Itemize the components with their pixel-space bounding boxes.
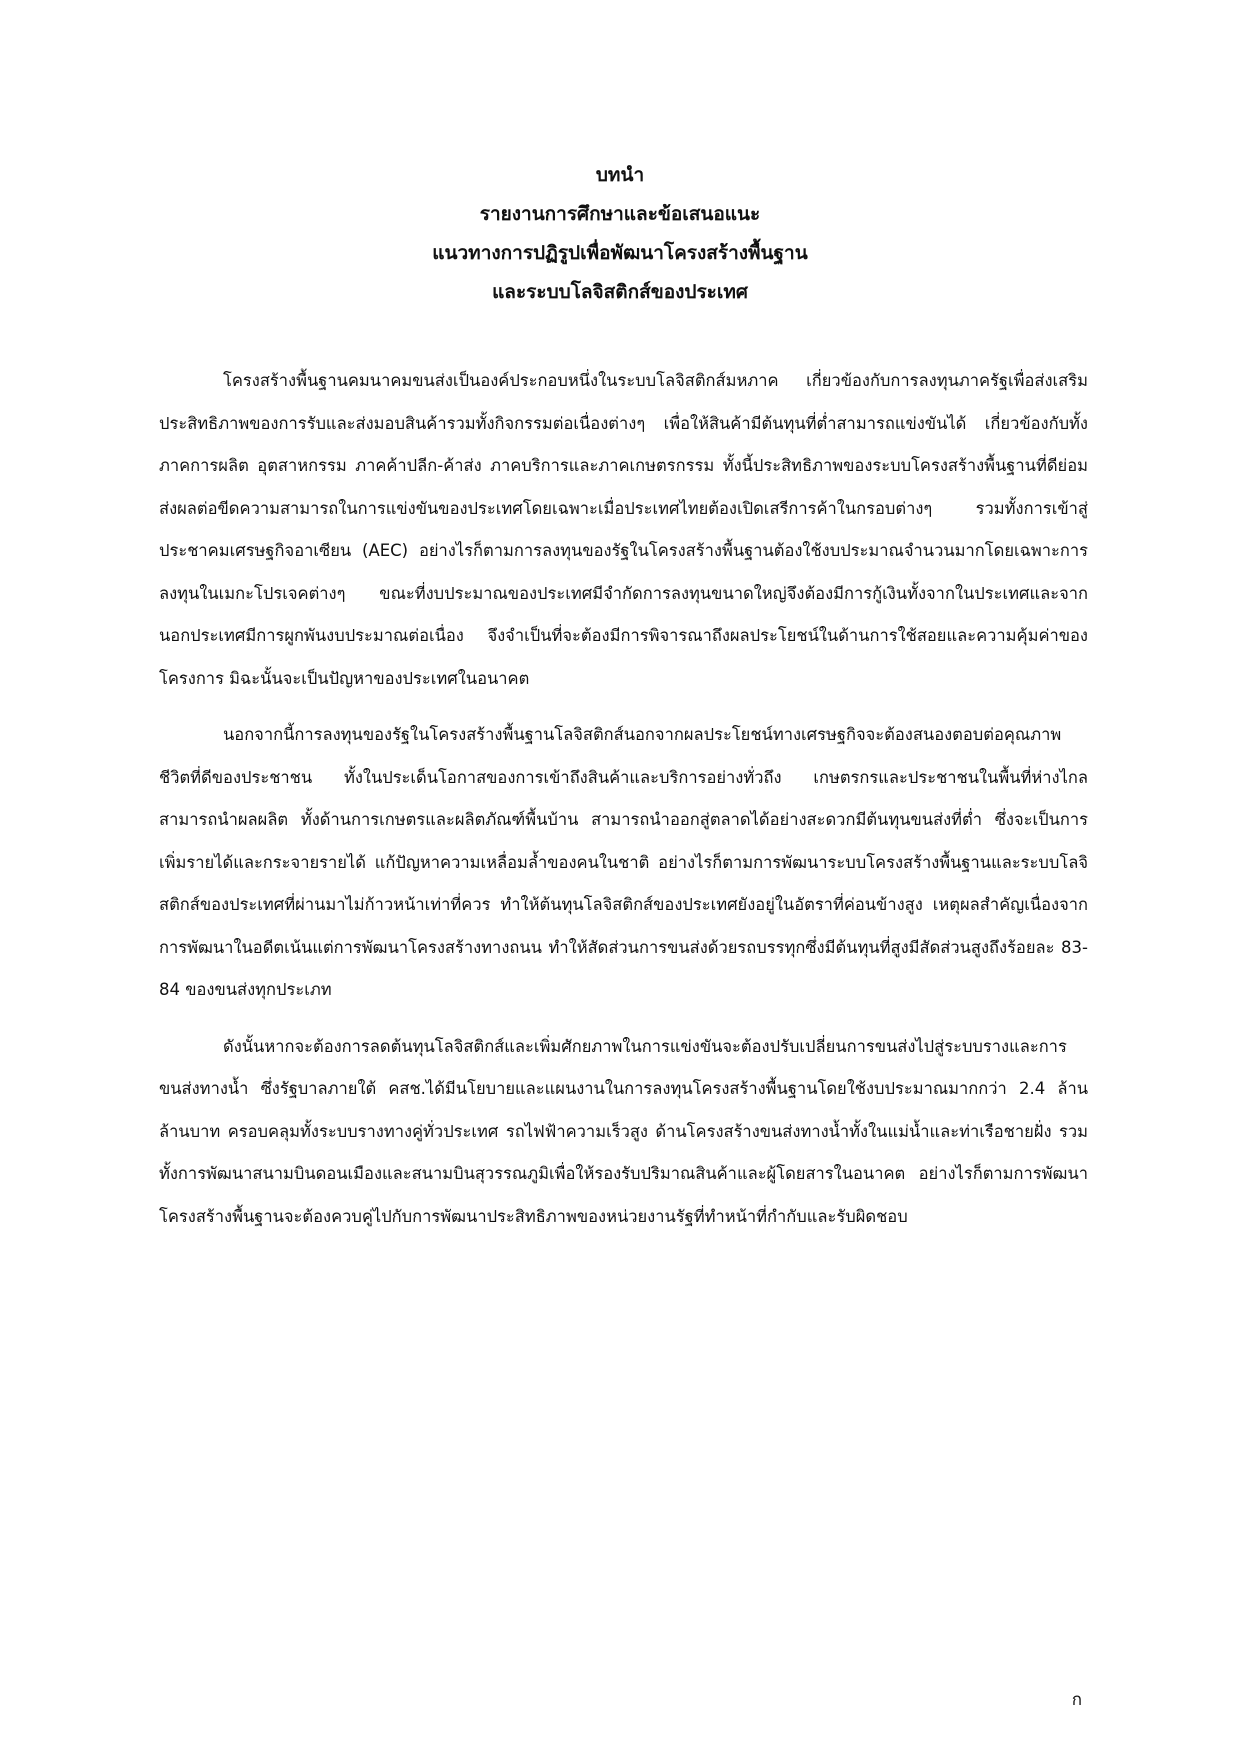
title-line-3: แนวทางการปฏิรูปเพื่อพัฒนาโครงสร้างพื้นฐาน bbox=[432, 242, 808, 264]
document-body bbox=[159, 360, 1088, 1252]
title-line-4: และระบบโลจิสติกส์ของประเทศ bbox=[492, 281, 748, 303]
page-number: ก bbox=[1071, 1690, 1082, 1710]
title-line-1: บทนำ bbox=[595, 164, 645, 186]
title-line-2: รายงานการศึกษาและข้อเสนอแนะ bbox=[479, 203, 761, 225]
document-title bbox=[0, 156, 1240, 312]
paragraph-1: โครงสร้างพื้นฐานคมนาคมขนส่งเป็นองค์ประกอบหนึ่งในระบบโลจิสติกส์มหภาค เกี่ยวข้องกับการลงทุนภาครัฐเพื่อส่งเสริมประสิทธิภาพของการรับและส่งมอบสินค้ารวมทั้งกิจกรรมต่อเนื่องต่างๆ เพื่อให้สินค้ามีต้นทุนที่ต่ำสามารถแข่งขันได้ เกี่ยวข้องกับทั้งภาคการผลิต อุตสาหกรรม ภาคค้าปลีก-ค้าส่ง ภาคบริการและภาคเกษตรกรรม ทั้งนี้ประสิทธิภาพของระบบโครงสร้างพื้นฐานที่ดีย่อมส่งผลต่อขีดความสามารถในการแข่งขันของประเทศโดยเฉพาะเมื่อประเทศไทยต้องเปิดเสรีการค้าในกรอบต่างๆ รวมทั้งการเข้าสู่ประชาคมเศรษฐกิจอาเซียน (AEC) อย่างไรก็ตามการลงทุนของรัฐในโครงสร้างพื้นฐานต้องใช้งบประมาณจำนวนมากโดยเฉพาะการลงทุนในเมกะโปรเจคต่างๆ ขณะที่งบประมาณของประเทศมีจำกัดการลงทุนขนาดใหญ่จึงต้องมีการกู้เงินทั้งจากในประเทศและจากนอกประเทศมีการผูกพันงบประมาณต่อเนื่อง จึงจำเป็นที่จะต้องมีการพิจารณาถึงผลประโยชน์ในด้านการใช้สอยและความคุ้มค่าของโครงการ มิฉะนั้นจะเป็นปัญหาของประเทศในอนาคต bbox=[159, 371, 1088, 688]
paragraph-3: ดังนั้นหากจะต้องการลดต้นทุนโลจิสติกส์และเพิ่มศักยภาพในการแข่งขันจะต้องปรับเปลี่ยนการขนส่งไปสู่ระบบรางและการขนส่งทางน้ำ ซึ่งรัฐบาลภายใต้ คสช.ได้มีนโยบายและแผนงานในการลงทุนโครงสร้างพื้นฐานโดยใช้งบประมาณมากกว่า 2.4 ล้านล้านบาท ครอบคลุมทั้งระบบรางทางคู่ทั่วประเทศ รถไฟฟ้าความเร็วสูง ด้านโครงสร้างขนส่งทางน้ำทั้งในแม่น้ำและท่าเรือชายฝั่ง รวมทั้งการพัฒนาสนามบินดอนเมืองและสนามบินสุวรรณภูมิเพื่อให้รองรับปริมาณสินค้าและผู้โดยสารในอนาคต อย่างไรก็ตามการพัฒนาโครงสร้างพื้นฐานจะต้องควบคู่ไปกับการพัฒนาประสิทธิภาพของหน่วยงานรัฐที่ทำหน้าที่กำกับและรับผิดชอบ bbox=[159, 1036, 1088, 1226]
paragraph-2: นอกจากนี้การลงทุนของรัฐในโครงสร้างพื้นฐานโลจิสติกส์นอกจากผลประโยชน์ทางเศรษฐกิจจะต้องสนองตอบต่อคุณภาพชีวิตที่ดีของประชาชน ทั้งในประเด็นโอกาสของการเข้าถึงสินค้าและบริการอย่างทั่วถึง เกษตรกรและประชาชนในพื้นที่ห่างไกลสามารถนำผลผลิต ทั้งด้านการเกษตรและผลิตภัณฑ์พื้นบ้าน สามารถนำออกสู่ตลาดได้อย่างสะดวกมีต้นทุนขนส่งที่ต่ำ ซึ่งจะเป็นการเพิ่มรายได้และกระจายรายได้ แก้ปัญหาความเหลื่อมล้ำของคนในชาติ อย่างไรก็ตามการพัฒนาระบบโครงสร้างพื้นฐานและระบบโลจิสติกส์ของประเทศที่ผ่านมาไม่ก้าวหน้าเท่าที่ควร ทำให้ต้นทุนโลจิสติกส์ของประเทศยังอยู่ในอัตราที่ค่อนข้างสูง เหตุผลสำคัญเนื่องจากการพัฒนาในอดีตเน้นแต่การพัฒนาโครงสร้างทางถนน ทำให้สัดส่วนการขนส่งด้วยรถบรรทุกซึ่งมีต้นทุนที่สูงมีสัดส่วนสูงถึงร้อยละ 83-84 ของขนส่งทุกประเภท bbox=[159, 725, 1088, 999]
